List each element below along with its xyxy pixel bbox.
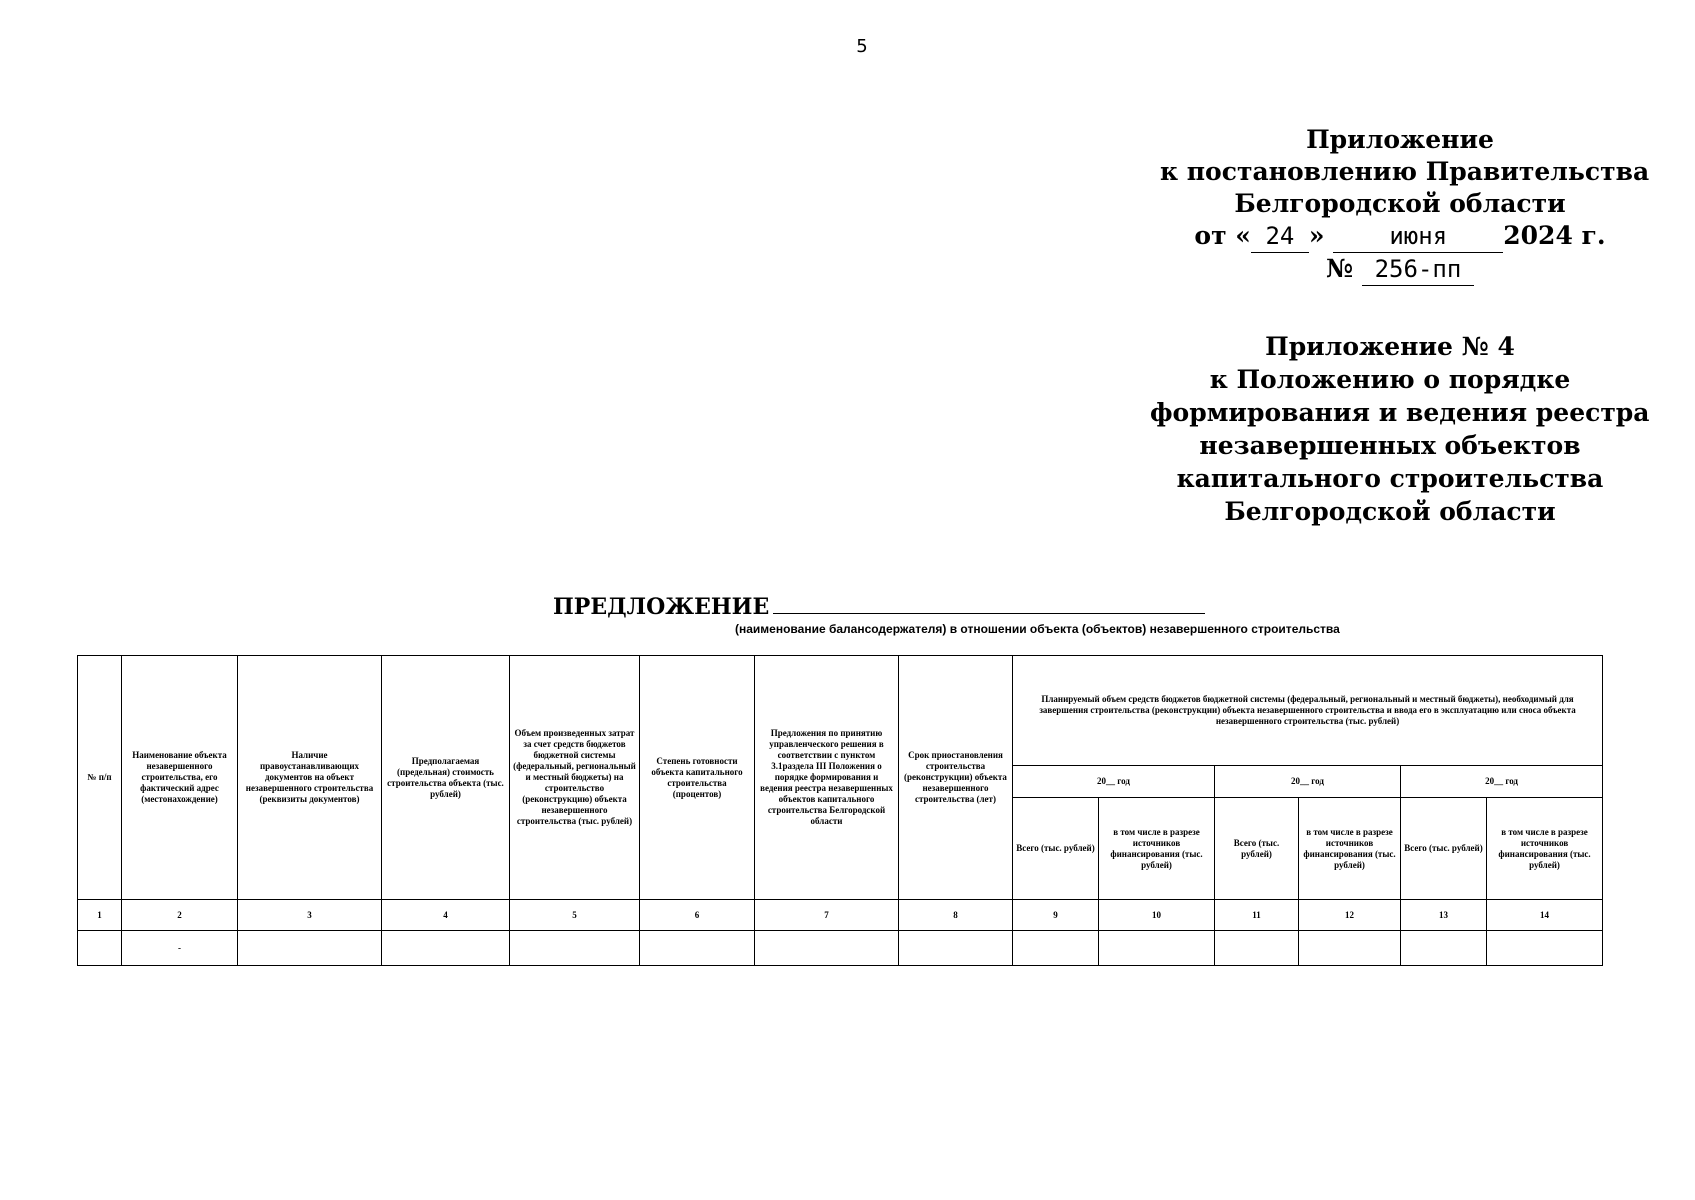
table-cell[interactable] [382,931,510,966]
date-prefix: от « [1194,221,1251,250]
appendix-4-line2: к Положению о порядке [1209,365,1571,394]
appendix-4-block [1150,330,1650,528]
header-year-3-total: Всего (тыс. рублей) [1401,798,1487,900]
header-row-number: № п/п [78,656,122,900]
column-number: 10 [1099,900,1215,931]
header-year-2-total: Всего (тыс. рублей) [1215,798,1299,900]
table-cell[interactable] [1401,931,1487,966]
column-number: 4 [382,900,510,931]
column-number: 11 [1215,900,1299,931]
header-readiness-degree: Степень готовности объекта капитального строительства (процентов) [640,656,755,900]
table-row [78,931,1603,966]
column-number: 6 [640,900,755,931]
proposal-table [77,655,1603,966]
form-title-word: ПРЕДЛОЖЕНИЕ [553,594,770,620]
header-expenses-incurred: Объем произведенных затрат за счет средств бюджетов бюджетной системы (федеральный, региональный и местный бюджеты) на строительство (реконструкцию) объекта незавершенного строительства (тыс. рублей) [510,656,640,900]
approval-number: 256-пп [1362,253,1474,286]
header-year-1-total: Всего (тыс. рублей) [1013,798,1099,900]
approval-line3: Белгородской области [1234,189,1566,218]
approval-block [1160,124,1650,286]
table-cell[interactable] [1487,931,1603,966]
header-year-3-sources: в том числе в разрезе источников финансирования (тыс. рублей) [1487,798,1603,900]
date-mid: » [1308,221,1325,250]
appendix-4-line3: формирования и ведения реестра [1150,398,1650,427]
table-cell[interactable] [510,931,640,966]
column-number-row [78,900,1603,931]
blank-row-mark: - [178,942,181,953]
date-year: 2024 г. [1503,221,1606,250]
header-management-proposal: Предложения по принятию управленческого решения в соответствии с пунктом 3.1раздела III Положения о порядке формирования и ведения реестра незавершенных объектов капитального строительства Белгородской области [755,656,899,900]
approval-number-line [1160,253,1640,286]
form-subtitle: (наименование балансодержателя) в отношении объекта (объектов) незавершенного строительства [735,622,1340,636]
header-year-2-sources: в том числе в разрезе источников финансирования (тыс. рублей) [1299,798,1401,900]
header-year-1: 20__ год [1013,766,1215,798]
page-number: 5 [856,36,868,57]
column-number: 1 [78,900,122,931]
column-number: 13 [1401,900,1487,931]
approval-date-line [1160,220,1640,253]
table-cell[interactable] [899,931,1013,966]
header-year-1-sources: в том числе в разрезе источников финансирования (тыс. рублей) [1099,798,1215,900]
number-prefix: № [1326,254,1354,283]
balance-holder-blank[interactable] [773,613,1205,614]
column-number: 3 [238,900,382,931]
table-cell[interactable] [1099,931,1215,966]
column-number: 8 [899,900,1013,931]
header-planned-funds: Планируемый объем средств бюджетов бюджетной системы (федеральный, региональный и местный бюджеты), необходимый для завершения строительства (реконструкции) объекта незавершенного строительства и ввода его в эксплуатацию или сноса объекта незавершенного строительства (тыс. рублей) [1013,656,1603,766]
form-title [553,594,1413,620]
column-number: 7 [755,900,899,931]
header-suspension-term: Срок приостановления строительства (реконструкции) объекта незавершенного строительства (лет) [899,656,1013,900]
date-day: 24 [1251,220,1309,253]
appendix-4-title: Приложение № 4 [1265,332,1515,361]
table-cell[interactable] [1013,931,1099,966]
approval-line2: к постановлению Правительства [1160,157,1650,186]
table-cell[interactable] [1299,931,1401,966]
header-year-3: 20__ год [1401,766,1603,798]
appendix-4-line5: капитального строительства [1176,464,1604,493]
header-year-2: 20__ год [1215,766,1401,798]
header-title-documents: Наличие правоустанавливающих документов на объект незавершенного строительства (реквизиты документов) [238,656,382,900]
approval-title: Приложение [1306,125,1494,154]
column-number: 12 [1299,900,1401,931]
date-month: июня [1333,220,1503,253]
table-cell[interactable] [1215,931,1299,966]
table-cell[interactable] [78,931,122,966]
appendix-4-line6: Белгородской области [1224,497,1556,526]
column-number: 5 [510,900,640,931]
column-number: 14 [1487,900,1603,931]
table-cell[interactable] [640,931,755,966]
table-cell[interactable] [755,931,899,966]
header-estimated-cost: Предполагаемая (предельная) стоимость строительства объекта (тыс. рублей) [382,656,510,900]
column-number: 9 [1013,900,1099,931]
column-number: 2 [122,900,238,931]
table-cell[interactable] [238,931,382,966]
appendix-4-line4: незавершенных объектов [1199,431,1581,460]
header-object-name: Наименование объекта незавершенного строительства, его фактический адрес (местонахождение) [122,656,238,900]
table-cell[interactable] [122,931,238,966]
